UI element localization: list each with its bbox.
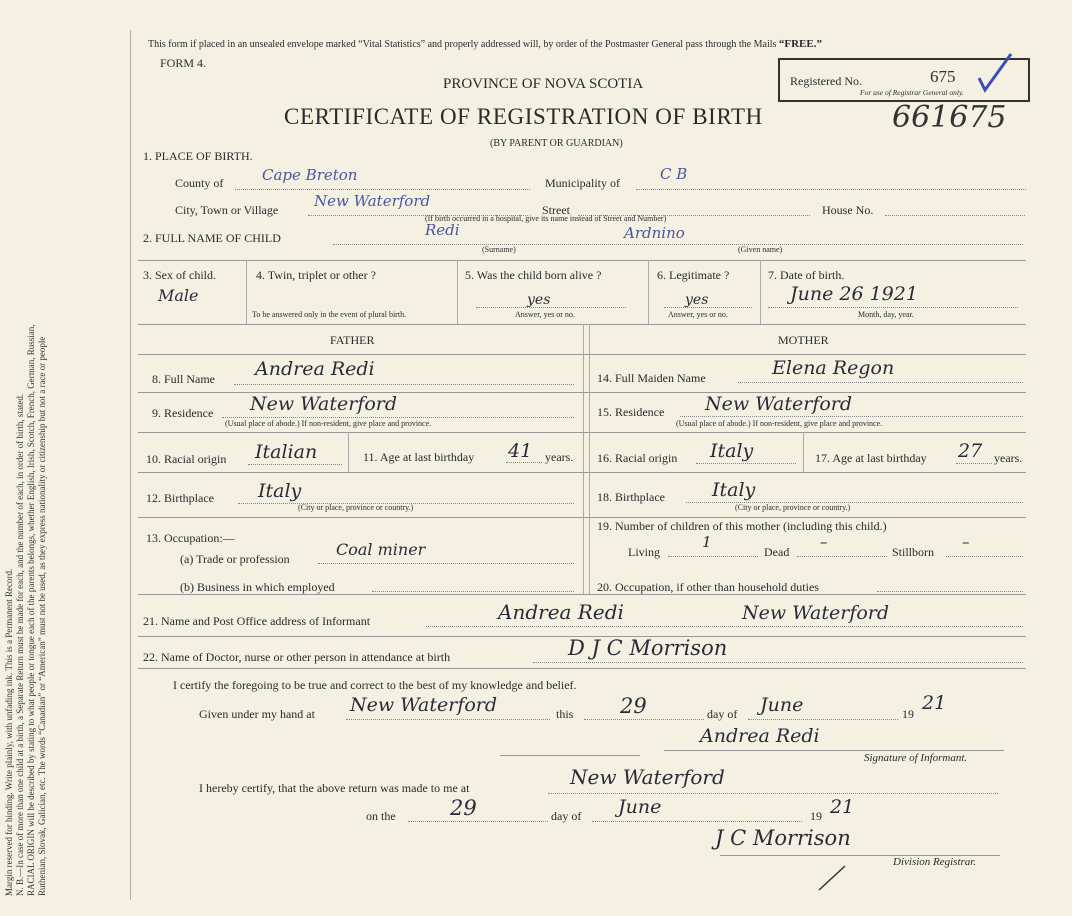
dob-label: 7. Date of birth. <box>768 268 845 282</box>
registration-note: For use of Registrar General only. <box>860 88 964 97</box>
mother-name-label: 14. Full Maiden Name <box>597 371 706 385</box>
child-surname: Redi <box>425 221 460 239</box>
mother-age-value: 27 <box>958 440 983 462</box>
informant-address: New Waterford <box>742 602 890 624</box>
check-mark-icon <box>975 52 1015 97</box>
mother-birthplace-label: 18. Birthplace <box>597 490 665 504</box>
living-label: Living <box>628 545 660 559</box>
mother-residence-value: New Waterford <box>705 393 853 415</box>
mother-name-value: Elena Regon <box>772 357 895 379</box>
province-heading: PROVINCE OF NOVA SCOTIA <box>443 76 644 92</box>
given-name-caption: (Given name) <box>738 245 783 254</box>
father-heading: FATHER <box>330 333 375 347</box>
margin-note: N. B.—In case of more than one child at a birth, a Separate Return must be made for each, and the number of each, in order of birth, stated. <box>15 393 25 896</box>
given-year: 21 <box>922 692 947 714</box>
legitimate-label: 6. Legitimate ? <box>657 268 730 282</box>
mother-heading: MOTHER <box>778 333 829 347</box>
father-name-label: 8. Full Name <box>152 372 215 386</box>
doctor-name: D J C Morrison <box>568 636 728 660</box>
given-month: June <box>760 694 804 716</box>
registration-box <box>778 58 1030 102</box>
registrar-caption: Division Registrar. <box>893 856 977 868</box>
father-birthplace-label: 12. Birthplace <box>146 491 214 505</box>
informant-name: Andrea Redi <box>498 600 624 624</box>
municipality-value: C B <box>660 165 688 183</box>
mother-occupation-label: 20. Occupation, if other than household duties <box>597 580 819 594</box>
registrar-day-of-label: day of <box>551 809 582 823</box>
sex-label: 3. Sex of child. <box>143 268 216 282</box>
children-count-label: 19. Number of children of this mother (including this child.) <box>597 519 887 533</box>
certificate-subtitle: (BY PARENT OR GUARDIAN) <box>490 138 623 149</box>
twin-note: To be answered only in the event of plural birth. <box>252 310 407 319</box>
mother-racial-value: Italy <box>710 440 754 462</box>
trade-label: (a) Trade or profession <box>180 552 290 566</box>
stillborn-label: Stillborn <box>892 545 935 559</box>
registered-label: Registered No. <box>790 74 862 88</box>
place-of-birth-heading: 1. PLACE OF BIRTH. <box>143 149 253 163</box>
father-occupation-label: 13. Occupation:— <box>146 531 235 545</box>
child-given-name: Ardnino <box>624 224 685 242</box>
registrar-year-prefix: 19 <box>810 809 822 823</box>
certification-statement: I certify the foregoing to be true and correct to the best of my knowledge and belief. <box>173 678 577 692</box>
informant-label: 21. Name and Post Office address of Informant <box>143 614 371 628</box>
mother-age-label: 17. Age at last birthday <box>815 451 927 465</box>
stillborn-value: – <box>962 533 970 551</box>
mother-racial-label: 16. Racial origin <box>597 451 678 465</box>
this-label: this <box>556 707 574 721</box>
hospital-note: (If birth occurred in a hospital, give its name instead of Street and Number) <box>425 214 667 223</box>
mother-residence-note: (Usual place of abode.) If non-resident, give place and province. <box>676 419 883 428</box>
father-age-value: 41 <box>508 440 533 462</box>
mother-birthplace-value: Italy <box>712 479 756 501</box>
county-label: County of <box>175 176 224 190</box>
father-name-value: Andrea Redi <box>255 358 375 380</box>
father-racial-label: 10. Racial origin <box>146 452 227 466</box>
living-value: 1 <box>702 533 712 551</box>
informant-signature: Andrea Redi <box>700 725 820 747</box>
child-name-label: 2. FULL NAME OF CHILD <box>143 231 281 245</box>
mother-birthplace-note: (City or place, province or country.) <box>735 503 851 512</box>
given-at-place: New Waterford <box>350 694 498 716</box>
twin-label: 4. Twin, triplet or other ? <box>256 268 376 282</box>
registrar-place: New Waterford <box>570 765 725 789</box>
father-years-label: years. <box>545 450 574 464</box>
mother-residence-label: 15. Residence <box>597 405 665 419</box>
day-of-label: day of <box>707 707 738 721</box>
house-number-label: House No. <box>822 203 874 217</box>
dob-note: Month, day, year. <box>858 310 914 319</box>
given-at-label: Given under my hand at <box>199 707 315 721</box>
registrar-year: 21 <box>830 796 855 818</box>
form-number: FORM 4. <box>160 56 207 70</box>
city-value: New Waterford <box>314 192 431 210</box>
business-label: (b) Business in which employed <box>180 580 335 594</box>
county-value: Cape Breton <box>262 166 358 184</box>
top-note: This form if placed in an unsealed envelope marked “Vital Statistics” and properly addressed will, by order of the Postmaster General pass through the Mails “FREE.” <box>148 38 822 50</box>
doctor-label: 22. Name of Doctor, nurse or other person in attendance at birth <box>143 650 451 664</box>
registrar-signature: J C Morrison <box>715 826 851 850</box>
margin-border <box>130 30 131 900</box>
born-alive-note: Answer, yes or no. <box>515 310 575 319</box>
registered-number: 675 <box>930 67 956 86</box>
father-birthplace-value: Italy <box>258 480 302 502</box>
trade-value: Coal miner <box>336 540 426 559</box>
registrar-month: June <box>618 796 662 818</box>
on-the-label: on the <box>366 809 396 823</box>
registrar-day: 29 <box>450 796 477 820</box>
born-alive-value: yes <box>527 292 551 308</box>
legitimate-note: Answer, yes or no. <box>668 310 728 319</box>
dob-value: June 26 1921 <box>790 283 918 305</box>
city-label: City, Town or Village <box>175 203 279 217</box>
father-residence-note: (Usual place of abode.) If non-resident, give place and province. <box>225 419 432 428</box>
father-age-label: 11. Age at last birthday <box>363 450 475 464</box>
surname-caption: (Surname) <box>482 245 516 254</box>
given-day: 29 <box>620 694 647 718</box>
street-label: Street <box>542 203 570 217</box>
dead-label: Dead <box>764 545 790 559</box>
father-residence-value: New Waterford <box>250 393 398 415</box>
margin-notes <box>4 26 48 896</box>
pen-stroke-icon <box>815 862 855 894</box>
year-prefix: 19 <box>902 707 914 721</box>
margin-note: Margin reserved for binding. Write plainly, with unfading ink. This is a Permanent Record. <box>4 568 14 896</box>
sex-value: Male <box>158 286 199 305</box>
father-birthplace-note: (City or place, province or country.) <box>298 503 414 512</box>
signature-caption: Signature of Informant. <box>864 752 968 764</box>
registrar-statement: I hereby certify, that the above return was made to me at <box>199 781 470 795</box>
father-racial-value: Italian <box>255 441 318 463</box>
legitimate-value: yes <box>685 292 709 308</box>
mother-years-label: years. <box>994 451 1023 465</box>
margin-note: Ruthenian, Slovak, Galician, etc. The words “Canadian” or “American” must not be used, as they express nationality or citizenship but not a race or people <box>37 336 47 896</box>
father-residence-label: 9. Residence <box>152 406 214 420</box>
stamp-number: 661675 <box>892 100 1007 135</box>
municipality-label: Municipality of <box>545 176 620 190</box>
dead-value: – <box>820 533 828 551</box>
margin-note: RACIAL ORIGIN will be described by stating to what people or tongue each of the parents belongs, whether English, Irish, Scotch, French, German, Russian, <box>26 324 36 896</box>
certificate-title: CERTIFICATE OF REGISTRATION OF BIRTH <box>284 104 763 129</box>
born-alive-label: 5. Was the child born alive ? <box>465 268 602 282</box>
